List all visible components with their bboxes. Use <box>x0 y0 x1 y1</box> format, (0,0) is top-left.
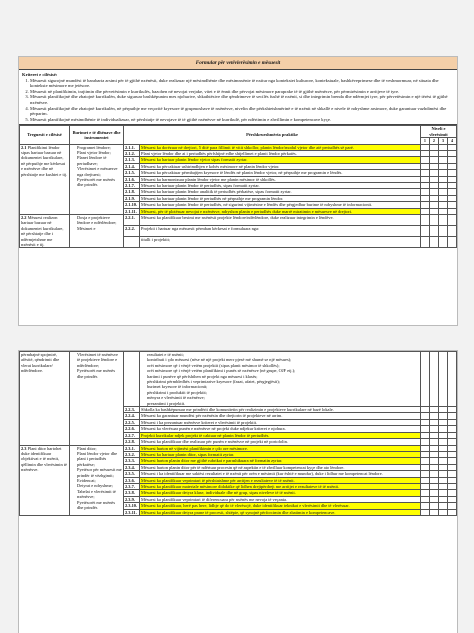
level-cell <box>448 509 457 515</box>
indicator-item: • Pyetësor për mësuesit me prindër të vëzhgimit; <box>77 467 122 478</box>
indicator-item: • Evidencat; <box>77 478 122 483</box>
sub-item: • përshkrimi i produktit të projektit; <box>147 390 419 395</box>
sub-item: • burimet kryesore të informacionit; <box>147 384 419 389</box>
level-cell <box>421 509 430 515</box>
item-code: 2.3.7. <box>124 483 140 489</box>
level-cell <box>420 237 429 248</box>
criterion-item: 5. Mësuesit planifikojnë mësimdhënie të individualizuar, në përshtatje të nevojave të të gjithë nxënësve në kurrikulë, për ndërtimin e zhvillimin e kompetencave kyçe. <box>30 117 454 123</box>
indicator-item: • Dosja e projekteve lëndore e ndërlëndore; <box>77 215 122 226</box>
indicator-list <box>71 215 122 231</box>
item-text: Plani vjetor lëndor dhe ai i periudhës përfshijnë edhe shtjellimet e planit lëndor përkatës. <box>140 150 421 156</box>
sub-item: • hartimi i punëve që përfshihen në projekt nga mësuesi i klasës; <box>147 374 419 379</box>
indicator-list <box>71 446 122 511</box>
criterion-item: 3. Mësuesit planifikojnë dhe zbatojnë kurrikulën, duke siguruar bashkëpunim mes njohurive, shkathtësive dhe qëndrimeve të secilës fushë të nxënit, si dhe integrimin brenda dhe ndërmjet tyre, për përvetësimin e një tërësi të gjithë nxënësve. <box>30 94 454 105</box>
item-code: 2.3.4. <box>124 464 140 470</box>
indicators-cell <box>70 352 124 446</box>
indicator-list <box>71 352 122 379</box>
item-code: 2.1.5. <box>124 170 140 176</box>
sub-item: • përshkrimi përmbledhës i veprimtarive kryesore (fazat, afatet, përgjegjësit); <box>147 379 419 384</box>
item-text: Mësuesi ka hartuar planin lëndor të periudhës, sipas formatit zyrtar. <box>140 183 421 189</box>
standard-cell <box>20 352 70 446</box>
item-code: 2.1.11. <box>124 208 140 214</box>
item-code: 2.2.5. <box>124 419 140 425</box>
sub-item: • orët mësimore që i vënjë vetëm planifikimi i punës së nxënësve (në grupe, OJF etj.); <box>147 368 419 373</box>
item-text: Mësuesi i ka identifikuar me saktësi rezultatet e të nxënit për orën e mësimit (kur është e mundur), duke i lidhur me kompetencat lëndore. <box>140 471 421 477</box>
item-code: 2.1.6. <box>124 176 140 182</box>
item-code: 2.1.4. <box>124 163 140 169</box>
standard-text: përmbajnë spojmirë, afësitë, qëndrimit dhe vlerat kurrikulare/ ndërlëndore. <box>21 352 60 374</box>
item-text: Mësuesi ka përcaktuar përmbajtjen kryesore të lëndës në planin lëndor vjetor, në përputhje me programin e lëndës. <box>140 170 421 176</box>
item-text: Mësuesi ka garantuar mundësi për nxënësin dhe drejtorin të projekteve në arrim. <box>140 413 421 419</box>
indicator-item: • Pyetësorët me nxënës dhe prindër. <box>77 177 122 188</box>
indicator-item: • Pyetësorët me nxënës dhe prindër. <box>77 500 122 511</box>
sub-item: • mënyra e vlerësimit të nxënësve; <box>147 395 419 400</box>
item-code: 2.2.7. <box>124 432 140 438</box>
table-row <box>20 215 457 226</box>
level-3: 3 <box>438 138 447 144</box>
item-code: 2.2.4. <box>124 413 140 419</box>
indicator-item: • Planet lëndore të periudhave; <box>77 155 122 166</box>
item-text: Mësuesi ka hartuar planin lëndor të periudhës në përputhje me programin lëndor. <box>140 195 421 201</box>
item-text: Mësuesi ka planifikuar veprimtari të diferencuara për nxënës me nevoja të veçanta. <box>140 496 421 502</box>
level-cell <box>438 237 447 248</box>
criteria-heading: Kriteret e cilësisë: <box>22 72 58 77</box>
level-cell <box>429 215 438 226</box>
item-text: Shkolla ka bashkëpunuar me prindërit dhe komunitetin për realizimin e projekteve kurrikulare në bazë lokale. <box>140 407 421 413</box>
standard-code: 2.3 <box>21 445 28 451</box>
item-text: Mësuesi harton në vijimësi planifikimin e çdo ore mësimore. <box>140 445 421 451</box>
quality-criteria <box>19 70 457 125</box>
item-text: Mësuesi ka hartuar planin ditor, sipas formatit zyrtar. <box>140 451 421 457</box>
header-practice: Përshkrueshmëria praktike <box>124 126 421 144</box>
level-cell <box>439 352 448 407</box>
form-title: Formular për vetëvlerësimin e mësuesit <box>19 57 457 70</box>
level-4: 4 <box>447 138 456 144</box>
item-text: Mësuesi ka planifikuar besimi me nxënësit projekte lëndore/ndërlëndore, duke realizuar integrimin e lëndëve. <box>140 215 421 226</box>
standard-text: Plani ditor hartohet duke identifikuar objektivat e të nxënit, qëllimin dhe vlerësimin të nxënësve. <box>21 445 67 473</box>
level-cell <box>447 215 456 226</box>
level-cell <box>421 352 430 407</box>
level-cell <box>430 509 439 515</box>
item-text: Mësuesi ka dorëzuar në drejtori, 5 ditë para fillimit të vitit shkollor, planin lëndor/modul vjetor dhe atë periudhës së parë. <box>140 144 421 150</box>
item-text: Mësuesi ka planifikuar dhe realizuar për punën e nxënësve në projekt në portofolin. <box>140 439 421 445</box>
item-code: 2.3.5. <box>124 471 140 477</box>
level-cell <box>438 215 447 226</box>
item-code: 2.2.6. <box>124 426 140 432</box>
sub-item: • orët mësimore që i vënjë vetëm projektit (sipas planit mësimor të shkollës); <box>147 363 419 368</box>
item-text: Mësuesi ka hartuar planin lëndor analitik të periudhës përkatëse, sipas formatit zyrtar. <box>140 189 421 195</box>
item-text: Projekti i hartuar nga mësuesit përmban kërkesat e formuluara nga: <box>140 226 421 237</box>
level-cell <box>420 226 429 237</box>
indicator-item: • Vlerësimet e mësuesve nga drejtuesi; <box>77 166 122 177</box>
header-standard: Treguesit e cilësisë <box>20 126 70 144</box>
item-text: titulli i projektit; <box>140 237 421 248</box>
standard-text: Planifikimi lëndor sipas hartuar bazuar në dokumentet kurrikulare, në përputhje me kërkesat e nxënësve dhe në përshtatje me kushtet e tij. <box>21 144 68 177</box>
item-code <box>124 237 140 248</box>
indicator-item: • Plani ditor; <box>77 446 122 451</box>
item-text: Mësuesi harton planin ditor për të ndërtuar procesin që në aspektin e të zhvilluar kompetencat kyçe dhe ato lëndore. <box>140 464 421 470</box>
table-row <box>20 352 457 407</box>
item-code: 2.2.8. <box>124 439 140 445</box>
header-indicators: Burimet e të dhënave dhe instrumentet <box>70 126 124 144</box>
item-text: Mësuesi ka përcaktuar ushtrimdhjen e kohës mësimore në planin lëndor vjetor. <box>140 163 421 169</box>
criterion-item: 4. Mësuesit planifikojnë dhe zbatojnë kurrikulën, në përputhje me veçoritë kryesore të grupmoshave të nxënësve, nivelin dhe përkshtetshmërinë e të nxënit në shkallë e nivele të ndryshme arsimore, duke garantuar vazhdimësi dhe përparim. <box>30 106 454 117</box>
level-cell <box>447 237 456 248</box>
item-code: 2.2.2. <box>124 226 140 237</box>
indicator-item: • Detyrat e ndryshme; <box>77 483 122 488</box>
item-text: Projekti kurrikular ndjek projekt të caktuar në planin lëndor të periudhës. <box>140 432 421 438</box>
item-text: Mësuesi ka vlerësuar punën e nxënësve në projekt duke ndjekur kriteret e njohura. <box>140 426 421 432</box>
indicator-item: • Plani lëndor vjetor dhe plani i periudhës përkatëse; <box>77 451 122 467</box>
indicator-item: • Tabelat e vlerësimit të nxënësve; <box>77 489 122 500</box>
item-text: Mësuesi ka hartuar planin lëndor vjetor sipas formatit zyrtar. <box>140 157 421 163</box>
assessment-table-continued <box>19 351 457 516</box>
item-text: Mësuesi ka planifikuar detyra prane të procesit, shtëpie, që synojnë përforcimin dhe zbatimin e kompetencave. <box>140 509 421 515</box>
standard-cell <box>20 445 70 515</box>
level-cell <box>430 352 439 407</box>
document-page-1 <box>18 56 458 326</box>
item-code <box>124 352 140 407</box>
indicator-list <box>71 145 122 188</box>
indicator-item: • Vlerësimet të nxënësve të projekteve lëndore e ndërlëndore; <box>77 352 122 368</box>
standard-code: 2.1 <box>21 144 28 150</box>
criterion-item: 2. Mësuesit në planifikimin, trajtimin dhe përvetësimin e kurrikulës, bazohen në nevojat verjake, vitet e të ënnit dhe përvojat mësimore paraprake të të gjithë nxënësve, për përmirësimin e arritjeve të tyre. <box>30 89 454 95</box>
level-cell <box>438 226 447 237</box>
item-text: Mësuesi i ka prezantuar nxënësve kriteret e vlerësimit të projektit. <box>140 419 421 425</box>
item-code: 2.1.8. <box>124 189 140 195</box>
item-code: 2.3.11. <box>124 509 140 515</box>
item-text: Mësuesi harton planin ditor me gjithë rubrikat e parashikuara në formatin zyrtar. <box>140 458 421 464</box>
indicator-item: • Programet lëndore; <box>77 145 122 150</box>
item-code: 2.3.6. <box>124 477 140 483</box>
item-code: 2.2.1. <box>124 215 140 226</box>
item-text: Mësuesi ka planifikuar, herë pas here, lidhje që do të vlerësojë, duke identifikuar teknikat e vlerësimit dhe të vlerësuar. <box>140 503 421 509</box>
item-code: 2.1.1. <box>124 144 140 150</box>
item-text: Mësuesi ka planifikuar detyra klase, individuale dhe në grup, sipas niveleve të të nxënit. <box>140 490 421 496</box>
item-text: Mësuesi ka planifikuar veprimtari të përshtatshme për arritjen e rezultateve të të nxënit. <box>140 477 421 483</box>
header-level: Niveli e vlerësimit <box>420 126 456 138</box>
item-code: 2.1.10. <box>124 202 140 208</box>
item-code: 2.3.8. <box>124 490 140 496</box>
level-cell <box>429 237 438 248</box>
item-text: Mësuesi ka harmonizuar planin lëndor vjetor me planin mësimor të shkollës. <box>140 176 421 182</box>
sub-item-list <box>141 352 419 406</box>
indicator-item: • Mësimet e <box>77 226 122 231</box>
indicators-cell <box>70 215 124 248</box>
standard-cell <box>20 215 70 248</box>
criterion-item: 1. Mësuesit sigurojnë mundësi të barabarta arsimi për të gjithë nxënësit, duke realizuar një mësimdhënie dhe mësimnxënie të nxitur nga kontekstet kulturore, kontekstuale, bashkëveprimese dhe të veshmormuar, në situata dhe kontekste mësimore me jetësore. <box>30 78 454 89</box>
item-code: 2.3.1. <box>124 445 140 451</box>
level-1: 1 <box>420 138 429 144</box>
item-text: Mësuesi ka hartuar planin lëndor të periudhës, në sigurimi vijimësine e lëndës dhe përgjedhur burime të ndryshme të informacionit. <box>140 202 421 208</box>
sub-items-cell <box>140 352 421 407</box>
sub-item: • rezultatet e të nxënit; <box>147 352 419 357</box>
item-code: 2.3.3. <box>124 458 140 464</box>
item-code: 2.1.3. <box>124 157 140 163</box>
indicator-item: • Pyetësorët me nxënës dhe prindër. <box>77 368 122 379</box>
indicators-cell <box>70 144 124 214</box>
item-text: Mësuesi, për të plotësuar nevojat e nxënësve, ndryshon planin e periudhës duke marrë miratimin e mësuesve në drejtori. <box>140 208 421 214</box>
item-code: 2.1.7. <box>124 183 140 189</box>
standard-code: 2.2 <box>21 215 28 221</box>
level-2: 2 <box>429 138 438 144</box>
item-code: 2.1.9. <box>124 195 140 201</box>
level-cell <box>420 215 429 226</box>
item-code: 2.1.2. <box>124 150 140 156</box>
item-code: 2.2.3. <box>124 407 140 413</box>
level-cell <box>448 352 457 407</box>
standard-text: Mësuesi realizon hartuar bazuar në dokumentet kurrikulare, në përshtatje dhe i ndërmjetshme me nxënësit e tij. <box>21 215 64 248</box>
standard-cell <box>20 144 70 214</box>
sub-item: • prezantimi i projektit. <box>147 401 419 406</box>
document-page-2 <box>18 350 458 633</box>
indicators-cell <box>70 445 124 515</box>
item-code: 2.3.2. <box>124 451 140 457</box>
item-code: 2.3.10. <box>124 503 140 509</box>
level-cell <box>429 226 438 237</box>
item-text: Mësuesi ka planifikuar materiale mësimore didaktike që lidhen drejtpërdrejt me arritjet e rezultateve të të nxënit. <box>140 483 421 489</box>
assessment-table <box>19 125 457 248</box>
item-code: 2.3.9. <box>124 496 140 502</box>
indicator-item: • Plani vjetor lëndor; <box>77 150 122 155</box>
level-cell <box>439 509 448 515</box>
level-cell <box>447 226 456 237</box>
sub-item: • kontributi i çdo mësuesi (nëse në një projekt merr pjesë më shumë se një mësues); <box>147 357 419 362</box>
